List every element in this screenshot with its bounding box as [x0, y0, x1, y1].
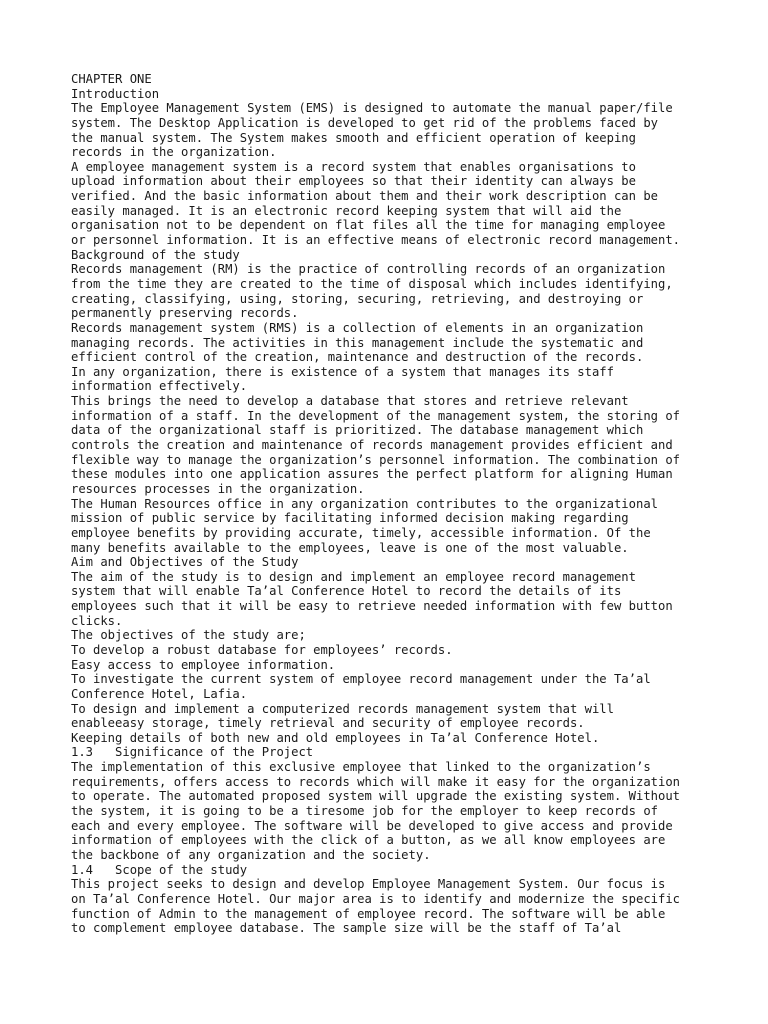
text-line: requirements, offers access to records which will make it easy for the organization — [71, 774, 681, 789]
text-line: This brings the need to develop a database that stores and retrieve relevant — [71, 394, 629, 409]
text-line: upload information about their employees so that their identity can always be — [71, 174, 636, 189]
text-line: Introduction — [71, 86, 160, 101]
text-line: records in the organization. — [71, 145, 277, 160]
text-line: To develop a robust database for employees’ records. — [71, 642, 453, 657]
text-line: controls the creation and maintenance of records management provides efficient and — [71, 438, 673, 453]
text-line: creating, classifying, using, storing, securing, retrieving, and destroying or — [71, 291, 644, 306]
text-line: information effectively. — [71, 379, 248, 394]
text-line: This project seeks to design and develop Employee Management System. Our focus is — [71, 877, 666, 892]
text-line: employees such that it will be easy to retrieve needed information with few button — [71, 599, 673, 614]
text-line: the backbone of any organization and the society. — [71, 847, 431, 862]
text-line: The aim of the study is to design and implement an employee record management — [71, 569, 636, 584]
text-line: Easy access to employee information. — [71, 657, 336, 672]
text-line: easily managed. It is an electronic record keeping system that will aid the — [71, 203, 622, 218]
text-line: efficient control of the creation, maintenance and destruction of the records. — [71, 350, 644, 365]
text-line: permanently preserving records. — [71, 306, 299, 321]
text-line: The implementation of this exclusive employee that linked to the organization’s — [71, 760, 651, 775]
text-line: system. The Desktop Application is developed to get rid of the problems faced by — [71, 115, 658, 130]
text-line: Background of the study — [71, 247, 240, 262]
text-line: the manual system. The System makes smooth and efficient operation of keeping — [71, 130, 636, 145]
text-line: 1.4 Scope of the study — [71, 862, 248, 877]
text-line: CHAPTER ONE — [71, 72, 152, 86]
text-line: information of a staff. In the development of the management system, the storing of — [71, 408, 681, 423]
text-line: 1.3 Significance of the Project — [71, 745, 314, 760]
text-line: from the time they are created to the time of disposal which includes identifying, — [71, 276, 673, 291]
text-line: function of Admin to the management of employee record. The software will be able — [71, 906, 666, 921]
text-line: or personnel information. It is an effective means of electronic record management. — [71, 233, 681, 248]
text-line: Aim and Objectives of the Study — [71, 555, 299, 570]
text-line: enableeasy storage, timely retrieval and security of employee records. — [71, 716, 585, 731]
text-line: resources processes in the organization. — [71, 481, 365, 496]
document-page — [71, 72, 711, 936]
text-line: Keeping details of both new and old employees in Ta’al Conference Hotel. — [71, 730, 600, 745]
text-line: flexible way to manage the organization’s personnel information. The combination of — [71, 452, 681, 467]
text-line: A employee management system is a record system that enables organisations to — [71, 159, 636, 174]
text-line: to operate. The automated proposed system will upgrade the existing system. Without — [71, 789, 681, 804]
text-line: verified. And the basic information about them and their work description can be — [71, 189, 658, 204]
text-line: to complement employee database. The sample size will be the staff of Ta’al — [71, 921, 622, 936]
text-line: Records management (RM) is the practice of controlling records of an organization — [71, 262, 666, 277]
text-line: system that will enable Ta’al Conference Hotel to record the details of its — [71, 584, 622, 599]
text-line: The Employee Management System (EMS) is designed to automate the manual paper/file — [71, 101, 673, 116]
text-line: mission of public service by facilitating informed decision making regarding — [71, 511, 629, 526]
text-line: each and every employee. The software will be developed to give access and provide — [71, 818, 673, 833]
text-line: employee benefits by providing accurate, timely, accessible information. Of the — [71, 525, 651, 540]
text-line: the system, it is going to be a tiresome job for the employer to keep records of — [71, 804, 658, 819]
text-line: on Ta’al Conference Hotel. Our major area is to identify and modernize the specific — [71, 891, 681, 906]
text-line: many benefits available to the employees, leave is one of the most valuable. — [71, 540, 629, 555]
text-line: data of the organizational staff is prioritized. The database management which — [71, 423, 644, 438]
text-line: information of employees with the click of a button, as we all know employees are — [71, 833, 666, 848]
text-line: Records management system (RMS) is a collection of elements in an organization — [71, 320, 644, 335]
text-line: To design and implement a computerized records management system that will — [71, 701, 614, 716]
text-line: Conference Hotel, Lafia. — [71, 686, 248, 701]
text-line: To investigate the current system of employee record management under the Ta’al — [71, 672, 651, 687]
text-line: these modules into one application assures the perfect platform for aligning Human — [71, 467, 673, 482]
text-line: organisation not to be dependent on flat files all the time for managing employee — [71, 218, 666, 233]
text-line: The Human Resources office in any organization contributes to the organizational — [71, 496, 658, 511]
text-line: The objectives of the study are; — [71, 628, 306, 643]
text-line: In any organization, there is existence of a system that manages its staff — [71, 364, 614, 379]
text-line: clicks. — [71, 613, 123, 628]
text-line: managing records. The activities in this management include the systematic and — [71, 335, 644, 350]
